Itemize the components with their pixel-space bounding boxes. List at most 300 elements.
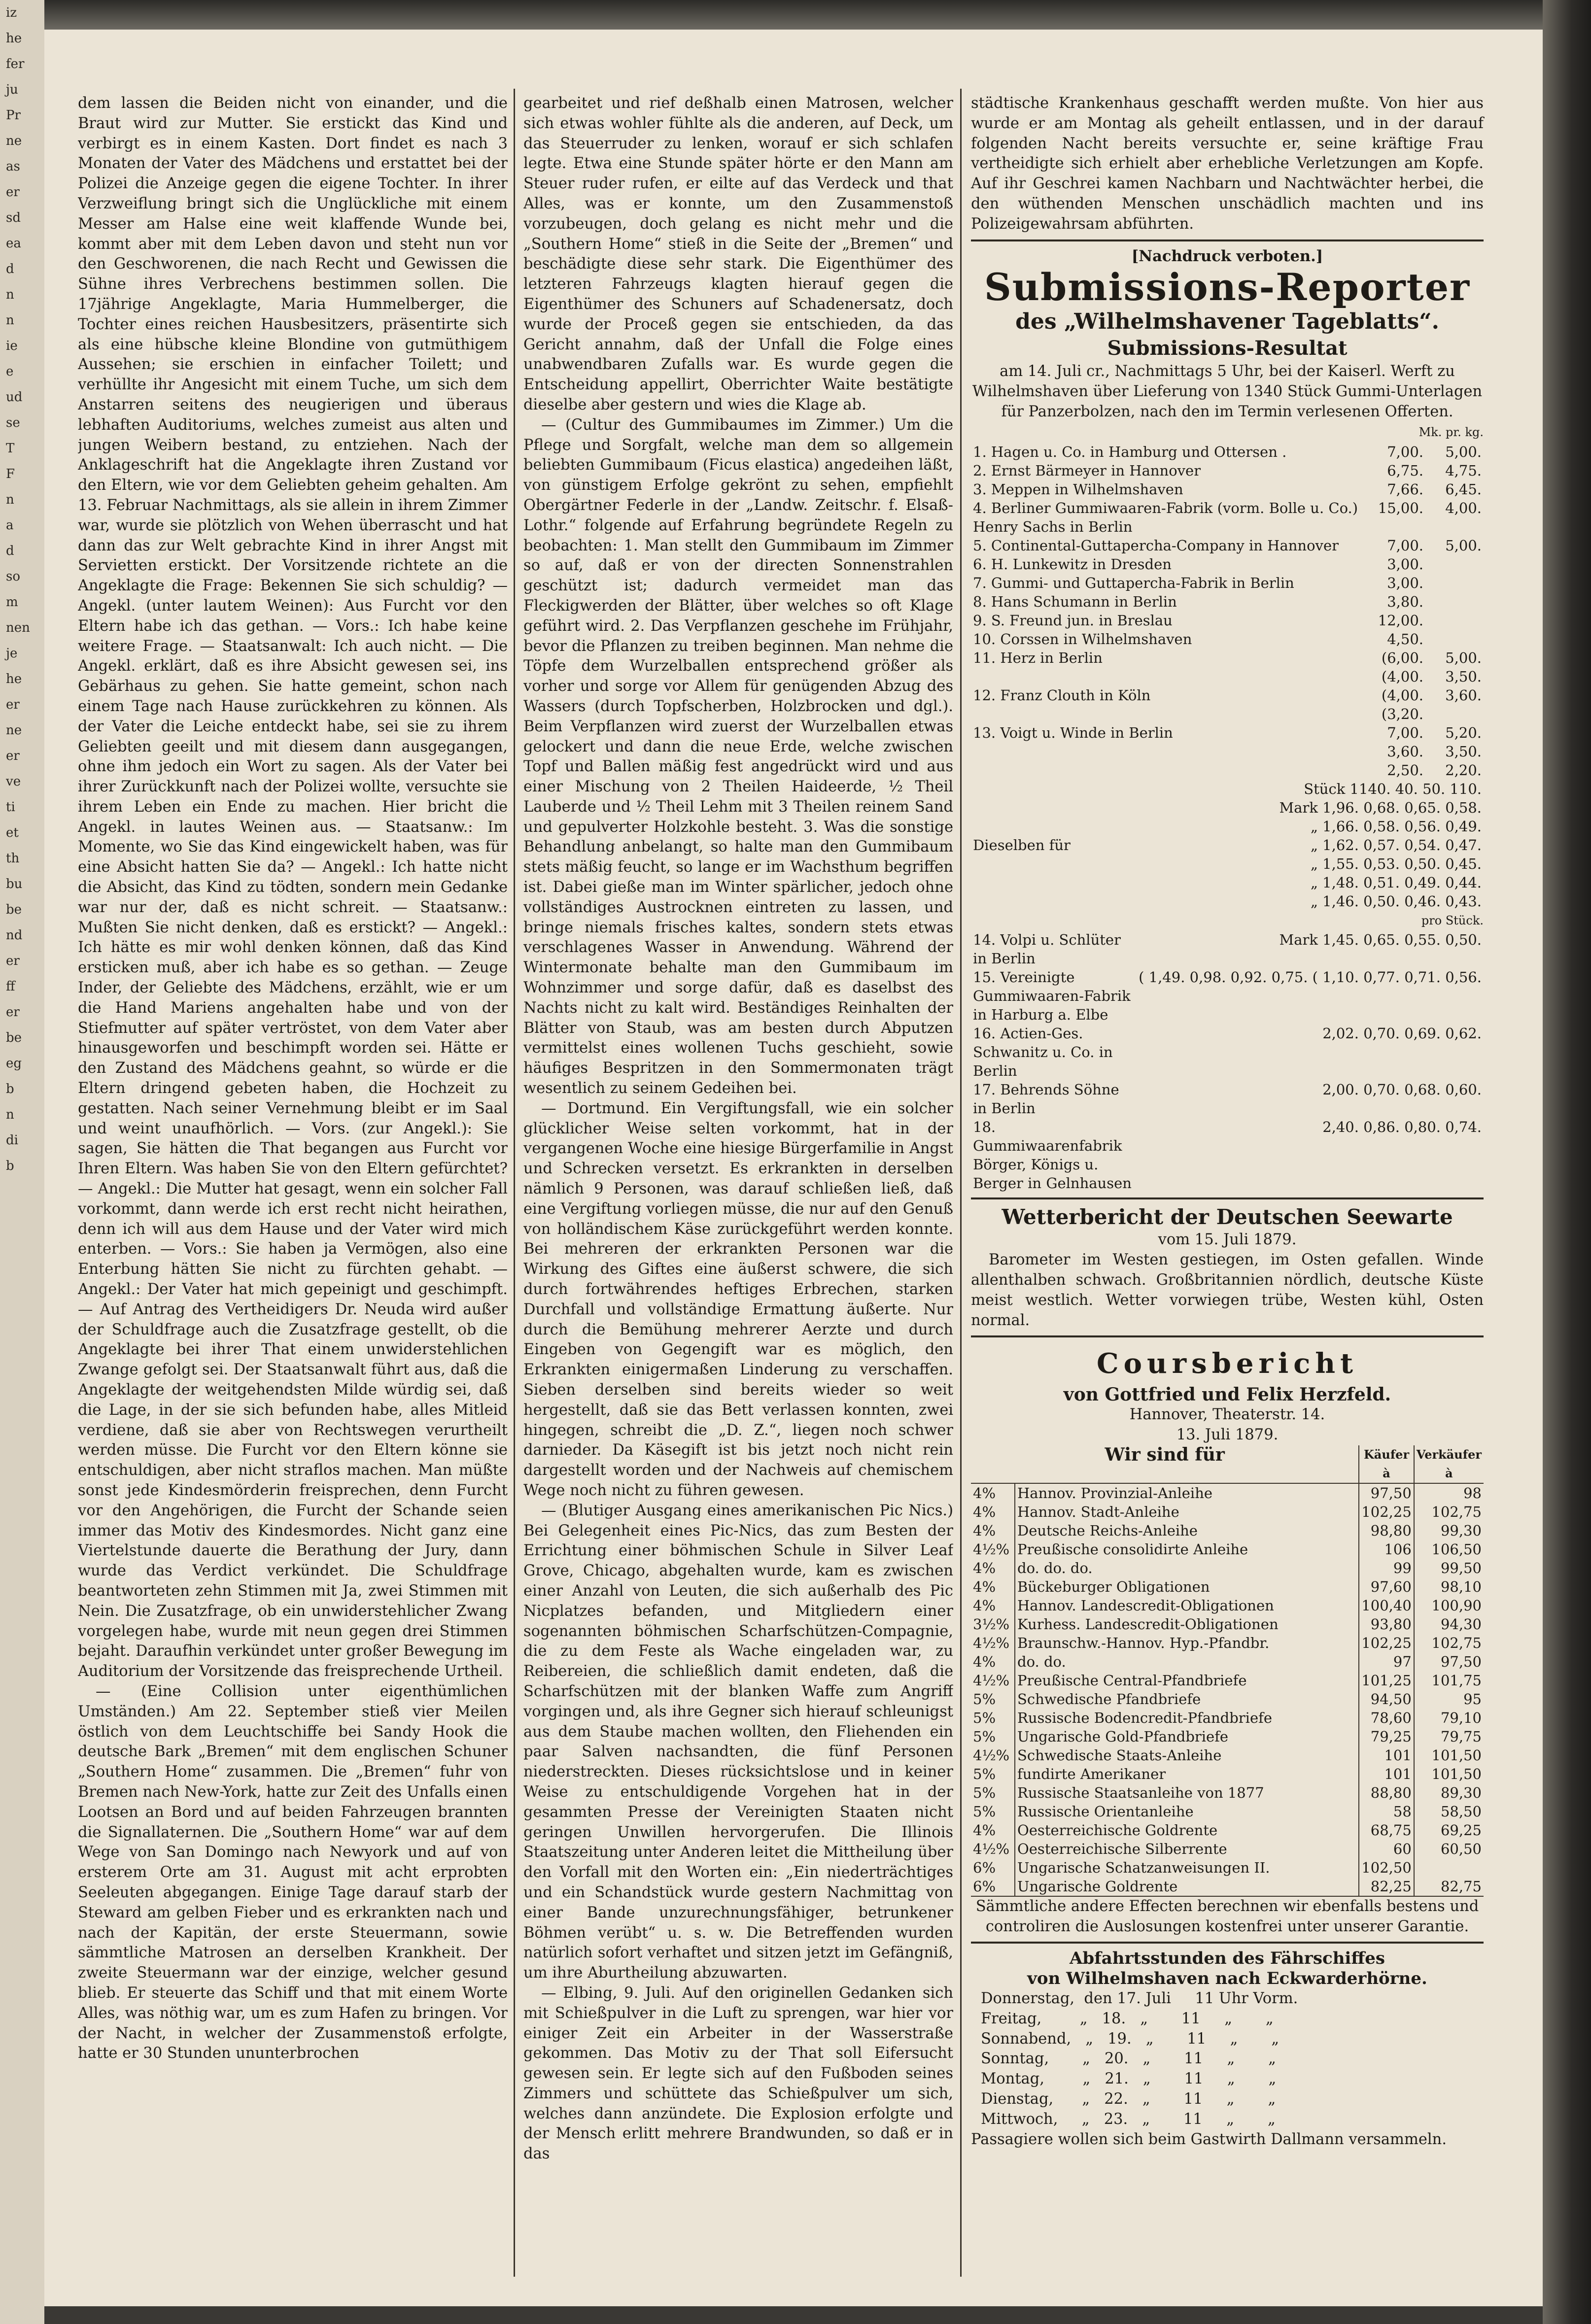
cours-name: Braunschw.-Hannov. Hyp.-Pfandbr. xyxy=(1015,1634,1359,1652)
cours-verkaeufer: Verkäufer à xyxy=(1414,1445,1484,1483)
submission-price: 7,66. xyxy=(1387,480,1423,498)
submission-name: 4. Berliner Gummiwaaren-Fabrik (vorm. Bolle u. Co.) Henry Sachs in Berlin xyxy=(973,499,1358,535)
submission-price: 7,00. xyxy=(1387,724,1423,741)
divider xyxy=(971,1335,1484,1337)
column-1 xyxy=(78,94,508,2306)
dieselben-label: Dieselben für xyxy=(973,836,1071,854)
cours-percent: 4½% xyxy=(973,1746,1010,1764)
cours-kaeufer-value: 101 xyxy=(1359,1765,1414,1783)
cours-kaeufer-value: 58 xyxy=(1359,1802,1414,1821)
article-trial: dem lassen die Beiden nicht von einander, und die Braut wird zur Mutter. Sie erstickt das Kind und verbirgt es in einem Kasten. Dort findet es nach 3 Monaten der Vater des Mädchens und erstattet bei der Polizei die Anzeige gegen die eigene Tochter. In ihrer Verzweiflung bringt sich die Unglückliche mit einem Messer am Halse eine weit klaffende Wunde bei, kommt aber mit dem Leben davon und steht nun vor den Geschworenen, die nach Recht und Gewissen die Sühne ihres Verbrechens bestimmen sollen. Die 17jährige Angeklagte, Maria Hummelberger, die Tochter eines reichen Hausbesitzers, präsentirte sich als eine hübsche kleine Blondine von gutmüthigem Aussehen; sie erschien in einfacher Toilett; und verhüllte ihr Angesicht mit einem Tuche, um sich dem Anstarren seitens des neugierigen und überaus lebhaften Auditoriums, welches zumeist aus alten und jungen Weibern bestand, zu entziehen. Nach der Anklageschrift hat die Angeklagte ihren Zustand vor den Eltern, wie vor dem Geliebten geheim gehalten. Am 13. Februar Nachmittags, als sie allein in ihrem Zimmer war, wurde sie plötzlich von Wehen überrascht und hat dann das zur Welt gebrachte Kind in ihrer Angst mit Servietten erstickt. Der Vorsitzende richtete an die Angeklagte die Frage: Bekennen Sie sich schuldig? — Angekl. (unter lautem Weinen): Aus Furcht vor den Eltern habe ich das gethan. — Vors.: Ich habe keine weitere Frage. — Staatsanwalt: Ich auch nicht. — Die Angekl. erklärt, daß es ihre Absicht gewesen sei, ins Gebärhaus zu gehen. Sie hatte gemeint, schon nach einem Tage nach Hause zurückkehren zu können. Als der Vater die Leiche entdeckt habe, sei sie zu ihrem Geliebten geeilt und mit diesem dann ausgegangen, ohne ihm jedoch ein Wort zu sagen. Als der Vater bei ihrer Zurückkunft nach der Polizei wollte, versuchte sie ihrem Leben ein Ende zu machen. Hier bricht die Angekl. in lautes Weinen aus. — Staatsanw.: Im Momente, wo Sie das Kind eingewickelt haben, was für eine Absicht hatten Sie da? — Angekl.: Ich hatte nicht die Absicht, das Kind zu tödten, sondern mein Gedanke war nur der, daß es nicht schreit. — Staatsanw.: Mußten Sie nicht denken, daß es erstickt? — Angekl.: Ich hätte es mir wohl denken können, daß das Kind ersticken muß, aber ich habe es so gethan. — Zeuge Inder, der Geliebte des Mädchens, erzählt, wie er um die Hand Mariens angehalten habe und von der Stiefmutter auf später vertröstet, von dem Vater aber hinausgeworfen und beschimpft worden sei. Hätte er den Zustand des Mädchens geahnt, so würde er die Eltern dringend gebeten haben, die Hochzeit zu gestatten. Nach seiner Vernehmung bleibt er im Saal und weint unaufhörlich. — Vors. (zur Angekl.): Sie sagen, Sie hätten die That begangen aus Furcht vor Ihren Eltern. Was haben Sie von den Eltern gefürchtet? — Angekl.: Die Mutter hat gesagt, wenn ein solcher Fall vorkommt, dann werde ich erst recht nicht heirathen, denn ich will aus dem Hause und der Vater wird mich enterben. — Vors.: Sie haben ja Vermögen, also eine Enterbung hätten Sie nicht zu fürchten gehabt. — Angekl.: Der Vater hat mich gepeinigt und geschimpft. — Auf Antrag des Vertheidigers Dr. Neuda wird außer der Schuldfrage auch die Zusatzfrage gestellt, ob die Angeklagte bei ihrer That einem unwiderstehlichen Zwange gefolgt sei. Der Staatsanwalt führt aus, daß die Angeklagte der weitgehendsten Milde würdig sei, daß die Lage, in der sie sich befunden habe, alles Mitleid verdiene, daß sie aber von Rechtswegen verurtheilt werden müsse. Die Furcht vor den Eltern könne sie entschuldigen, aber nicht straflos machen. Man müßte sonst jede Kindesmörderin freisprechen, denn Furcht vor den Angehörigen, die Furcht der Schande seien immer das Motiv des Kindesmordes. Nicht ganz eine Viertelstunde dauerte die Berathung der Jury, dann wurde das Verdict verkündet. Die Schuldfrage beantworteten zehn Stimmen mit Ja, zwei Stimmen mit Nein. Die Zusatzfrage, ob ein unwiderstehlicher Zwang vorgelegen habe, wurde mit neun gegen drei Stimmen bejaht. Daraufhin verkündet unter großer Bewegung im Auditorium der Vorsitzende das freisprechende Urtheil. xyxy=(78,95,508,1680)
cours-kaeufer-value: 101 xyxy=(1359,1746,1414,1765)
cours-name: Hannov. Provinzial-Anleihe xyxy=(1015,1483,1359,1503)
left-strip-fragment: he xyxy=(6,31,22,46)
left-strip-fragment: d xyxy=(6,544,14,558)
submission-price xyxy=(1425,574,1484,592)
abfahrt-row: Freitag, „ 18. „ 11 „ „ xyxy=(981,2010,1274,2027)
left-strip-fragment: ju xyxy=(6,82,18,97)
submission-price: (4,00. xyxy=(1381,686,1423,704)
dieselben-row: „ 1,48. 0,51. 0,49. 0,44. xyxy=(1310,874,1482,891)
cours-row xyxy=(971,1540,1484,1559)
submission-name xyxy=(971,761,1367,780)
submission-row xyxy=(971,480,1484,499)
submission-row xyxy=(971,499,1484,536)
abfahrt-title-1: Abfahrtsstunden des Fährschiffes xyxy=(1069,1948,1385,1969)
submissions-des: des „Wilhelmshavener Tageblatts“. xyxy=(1015,309,1439,335)
cours-verkaeufer-value: 95 xyxy=(1414,1690,1484,1709)
cours-row xyxy=(971,1615,1484,1634)
left-strip-fragment: n xyxy=(6,287,14,302)
cours-name: Preußische Central-Pfandbriefe xyxy=(1015,1671,1359,1690)
left-strip-fragment: ie xyxy=(6,339,18,353)
left-strip-fragment: ff xyxy=(6,979,15,994)
cours-row xyxy=(971,1746,1484,1765)
submission-name: 3. Meppen in Wilhelmshaven xyxy=(973,480,1183,498)
cours-name: fundirte Amerikaner xyxy=(1015,1765,1359,1783)
submission-row xyxy=(971,742,1484,761)
cours-kaeufer-value: 97,50 xyxy=(1359,1483,1414,1503)
cours-row xyxy=(971,1840,1484,1858)
newspaper-page xyxy=(44,30,1543,2306)
divider xyxy=(971,1942,1484,1944)
submission-price: 2,50. xyxy=(1387,761,1423,779)
article-picnic: — (Blutiger Ausgang eines amerikanischen Pic Nics.) Bei Gelegenheit eines Pic-Nics, das zum Besten der Errichtung einer böhmischen Schule in Silver Leaf Grove, Chicago, abgehalten wurde, kam es zwischen einer Anzahl von Leuten, die sich außerhalb des Pic Nicplatzes befanden, und Mitgliedern einer sogenannten böhmischen Scharfschützen-Compagnie, die zu dem Feste als Wache eingeladen war, zu Reibereien, die schließlich damit endeten, daß die Scharfschützen mit der blanken Waffe zum Angriff vorgingen und, als ihre Gegner sich hierauf schleunigst aus dem Staube machen wollten, den Fliehenden ein paar Salven nachsandten, die fünf Personen niederstreckten. Dieses rücksichtslose und in keiner Weise zu entschuldigende Vorgehen hat in der gesammten Presse der Vereinigten Staaten nicht geringen Unwillen hervorgerufen. Die Illinois Staatszeitung unter Anderen leitet die Mittheilung über den Vorfall mit den Worten ein: „Ein niederträchtiges und ein Schandstück wurde gestern Nachmittag von einer Bande unzurechnungsfähiger, betrunkener Böhmen verübt“ u. s. w. Die Betreffenden wurden natürlich sofort verhaftet und sitzen jetzt im Gefängniß, um ihre Aburtheilung abzuwarten. xyxy=(523,1502,953,1982)
cours-percent: 4½% xyxy=(973,1634,1010,1651)
column-rule xyxy=(960,89,962,2277)
cours-row xyxy=(971,1634,1484,1652)
cours-row xyxy=(971,1521,1484,1540)
cours-kaeufer-value: 97,60 xyxy=(1359,1577,1414,1596)
submission-prices: 2,00. 0,70. 0,68. 0,60. xyxy=(1322,1081,1482,1098)
submission-row xyxy=(971,611,1484,630)
submission-price: 5,00. xyxy=(1445,649,1482,666)
cours-name: Russische Orientanleihe xyxy=(1015,1802,1359,1821)
left-strip-fragment: eg xyxy=(6,1056,22,1071)
left-strip-fragment: nd xyxy=(6,928,23,943)
submission-price: 3,60. xyxy=(1445,686,1482,704)
submission-row xyxy=(971,1118,1484,1193)
book-edge xyxy=(1543,0,1591,2324)
submission-name: 5. Continental-Guttapercha-Company in Hannover xyxy=(973,537,1339,554)
abfahrt-rows xyxy=(971,1989,1484,2130)
submission-price xyxy=(1425,611,1484,630)
cours-kaeufer-value: 99 xyxy=(1359,1559,1414,1577)
submission-name: 18. Gummiwaarenfabrik Börger, Königs u. Berger in Gelnhausen xyxy=(973,1119,1132,1192)
submission-row xyxy=(971,592,1484,611)
cours-name: Ungarische Schatzanweisungen II. xyxy=(1015,1858,1359,1877)
left-strip-fragment: so xyxy=(6,569,20,584)
column-3 xyxy=(971,94,1484,2150)
left-strip-fragment: ne xyxy=(6,134,22,148)
cours-percent: 4% xyxy=(973,1821,996,1839)
cours-percent: 6% xyxy=(973,1859,996,1876)
wetter-date: vom 15. Juli 1879. xyxy=(1158,1231,1297,1249)
article-elbing-end: städtische Krankenhaus geschafft werden mußte. Von hier aus wurde er am Montag als geheilt entlassen, und in der darauf folgenden Nacht bereits versuchte er, seine kräftige Frau vertheidigte sich erhielt aber erhebliche Verletzungen am Kopfe. Auf ihr Geschrei kamen Nachbarn und Nachtwächter herbei, die den wüthenden Menschen unschädlich machten und ins Polizeigewahrsam abführten. xyxy=(971,95,1484,233)
left-strip-fragment: th xyxy=(6,851,20,866)
submission-prices: 2,02. 0,70. 0,69. 0,62. xyxy=(1322,1025,1482,1042)
cours-name: Russische Staatsanleihe von 1877 xyxy=(1015,1783,1359,1802)
cours-name: do. do. xyxy=(1015,1652,1359,1671)
cours-verkaeufer-value: 101,75 xyxy=(1414,1671,1484,1690)
left-strip-fragment: ti xyxy=(6,800,15,815)
cours-kaeufer-value: 60 xyxy=(1359,1840,1414,1858)
cours-name: Oesterreichische Goldrente xyxy=(1015,1821,1359,1840)
cours-footer: Sämmtliche andere Effecten berechnen wir ebenfalls bestens und controliren die Auslosungen kostenfrei unter unserer Garantie. xyxy=(975,1897,1479,1935)
cours-verkaeufer-value: 94,30 xyxy=(1414,1615,1484,1634)
cours-row xyxy=(971,1483,1484,1503)
dieselben-row: „ 1,55. 0,53. 0,50. 0,45. xyxy=(1310,855,1482,872)
cours-verkaeufer-value: 99,50 xyxy=(1414,1559,1484,1577)
cours-row xyxy=(971,1783,1484,1802)
cours-kaeufer-value: 94,50 xyxy=(1359,1690,1414,1709)
left-strip-fragment: e xyxy=(6,364,14,379)
cours-name: Oesterreichische Silberrente xyxy=(1015,1840,1359,1858)
left-strip-fragment: er xyxy=(6,1005,20,1020)
submission-price: 3,50. xyxy=(1445,743,1482,760)
cours-name: Kurhess. Landescredit-Obligationen xyxy=(1015,1615,1359,1634)
cours-name: Hannov. Stadt-Anleihe xyxy=(1015,1503,1359,1521)
left-strip-fragment: ve xyxy=(6,774,21,789)
cours-table xyxy=(971,1445,1484,1897)
submission-price: (3,20. xyxy=(1381,705,1423,722)
cours-percent: 6% xyxy=(971,1877,1015,1896)
abfahrt-row: Dienstag, „ 22. „ 11 „ „ xyxy=(981,2090,1276,2108)
submission-prices: Mark 1,45. 0,65. 0,55. 0,50. xyxy=(1279,931,1482,949)
submission-row xyxy=(971,649,1484,667)
submission-price: 7,00. xyxy=(1387,537,1423,554)
cours-kaeufer-value: 101,25 xyxy=(1359,1671,1414,1690)
article-collision: — (Eine Collision unter eigenthümlichen Umständen.) Am 22. September stieß vier Meilen östlich von dem Leuchtschiffe bei Sandy Hook die deutsche Bark „Bremen“ mit dem englischen Schuner „Southern Home“ zusammen. Die „Bremen“ fuhr von Bremen nach New-York, hatte zur Zeit des Unfalls einen Lootsen an Bord und auf beiden Fahrzeugen brannten die Signallaternen. Die „Southern Home“ war auf dem Wege von San Domingo nach Newyork und auf von ersterem Orte am 31. August mit acht erprobten Seeleuten abgegangen. Einige Tage darauf starb der Steward am gelben Fieber und es erkrankten nach und nach der Kapitän, der erste Steuermann, sowie sämmtliche Matrosen an derselben Krankheit. Der zweite Steuermann war der einzige, welcher gesund blieb. Er steuerte das Schiff und that mit einem Worte Alles, was nöthig war, um es zum Hafen zu bringen. Vor der Nacht, in welcher der Zusammenstoß erfolgte, hatte er 30 Stunden ununterbrochen xyxy=(78,1682,508,2062)
cours-percent: 4% xyxy=(973,1503,996,1520)
submission-price xyxy=(1425,555,1484,574)
left-strip-fragment: F xyxy=(6,467,15,481)
left-strip-fragment: Pr xyxy=(6,108,21,123)
top-shadow xyxy=(44,0,1543,30)
cours-name: Ungarische Gold-Pfandbriefe xyxy=(1015,1727,1359,1746)
cours-verkaeufer-value: 82,75 xyxy=(1414,1877,1484,1896)
left-strip-fragment: sd xyxy=(6,210,21,225)
submission-name: 2. Ernst Bärmeyer in Hannover xyxy=(973,462,1201,479)
submission-row xyxy=(971,968,1484,1024)
cours-verkaeufer-value: 60,50 xyxy=(1414,1840,1484,1858)
left-strip-fragment: di xyxy=(6,1133,18,1148)
left-strip-fragment: er xyxy=(6,697,20,712)
submission-price: (6,00. xyxy=(1381,649,1423,666)
cours-percent: 4% xyxy=(973,1578,996,1595)
submission-name: 8. Hans Schumann in Berlin xyxy=(973,593,1177,610)
cours-verkaeufer-value: 79,10 xyxy=(1414,1709,1484,1727)
submission-name: 10. Corssen in Wilhelmshaven xyxy=(973,630,1192,648)
abfahrt-row: Mittwoch, „ 23. „ 11 „ „ xyxy=(981,2110,1276,2128)
cours-percent: 5% xyxy=(973,1765,996,1782)
submission-name: 11. Herz in Berlin xyxy=(973,649,1103,666)
cours-verkaeufer-value: 102,75 xyxy=(1414,1634,1484,1652)
submission-row xyxy=(971,761,1484,780)
submission-price: 4,75. xyxy=(1445,462,1482,479)
submission-name: 16. Actien-Ges. Schwanitz u. Co. in Berlin xyxy=(973,1025,1113,1080)
left-strip-fragment: bu xyxy=(6,877,23,891)
left-strip-fragment: ud xyxy=(6,390,23,405)
submission-price: 3,50. xyxy=(1445,668,1482,685)
left-strip-fragment: er xyxy=(6,954,20,968)
cours-name: Hannov. Landescredit-Obligationen xyxy=(1015,1596,1359,1615)
cours-name: Schwedische Staats-Anleihe xyxy=(1015,1746,1359,1765)
submission-price: (4,00. xyxy=(1381,668,1423,685)
cours-verkaeufer-value: 102,75 xyxy=(1414,1503,1484,1521)
cours-row xyxy=(971,1690,1484,1709)
cours-verkaeufer-value: 58,50 xyxy=(1414,1802,1484,1821)
cours-row xyxy=(971,1671,1484,1690)
abfahrt-footer: Passagiere wollen sich beim Gastwirth Dallmann versammeln. xyxy=(971,2130,1447,2148)
cours-name: Schwedische Pfandbriefe xyxy=(1015,1690,1359,1709)
left-strip-fragment: b xyxy=(6,1159,14,1173)
cours-verkaeufer-value: 98,10 xyxy=(1414,1577,1484,1596)
cours-verkaeufer-value: 100,90 xyxy=(1414,1596,1484,1615)
cours-title: Coursbericht xyxy=(1097,1347,1358,1380)
submission-prices: ( 1,49. 0,98. 0,92. 0,75. ( 1,10. 0,77. 0,71. 0,56. xyxy=(1139,969,1482,986)
cours-percent: 4% xyxy=(973,1597,996,1614)
cours-row xyxy=(971,1596,1484,1615)
cours-verkaeufer-value: 101,50 xyxy=(1414,1746,1484,1765)
cours-kaeufer-value: 82,25 xyxy=(1359,1877,1414,1896)
cours-verkaeufer-value: 97,50 xyxy=(1414,1652,1484,1671)
submission-price xyxy=(1425,705,1484,723)
dieselben-table xyxy=(971,780,1484,911)
cours-name: Bückeburger Obligationen xyxy=(1015,1577,1359,1596)
submission-row xyxy=(971,574,1484,592)
article-dortmund: — Dortmund. Ein Vergiftungsfall, wie ein solcher glücklicher Weise selten vorkommt, hat in der vergangenen Woche eine hiesige Bürgerfamilie in Angst und Schrecken versetzt. Es erkrankten in derselben nämlich 9 Personen, was darauf schließen ließ, daß eine Vergiftung vorliegen müsse, die nur auf den Genuß von holländischem Käse zurückgeführt werden konnte. Bei mehreren der erkrankten Personen war die Wirkung des Giftes eine äußerst schwere, die sich durch fortwährendes heftiges Erbrechen, starken Durchfall und vollständige Ermattung äußerte. Nur durch die Bemühung mehrerer Aerzte und durch Eingeben von Gegengift war es möglich, den Erkrankten einigermaßen Linderung zu verschaffen. Sieben derselben sind bereits wieder so weit hergestellt, daß sie das Bett verlassen konnten, zwei hingegen, schreibt die „D. Z.“, liegen noch schwer darnieder. Da Käsegift ist bis jetzt noch nicht rein dargestellt worden und der Nachweis auf chemischem Wege noch nicht zu führen gewesen. xyxy=(523,1099,953,1499)
cours-name: Ungarische Goldrente xyxy=(1015,1877,1359,1896)
left-strip-fragment: n xyxy=(6,1107,14,1122)
cours-name: Preußische consolidirte Anleihe xyxy=(1015,1540,1359,1559)
cours-name: Deutsche Reichs-Anleihe xyxy=(1015,1521,1359,1540)
cours-verkaeufer-value: 89,30 xyxy=(1414,1783,1484,1802)
submission-row xyxy=(971,667,1484,686)
submission-price: 6,75. xyxy=(1387,462,1423,479)
cours-percent: 5% xyxy=(973,1728,996,1745)
left-strip-fragment: je xyxy=(6,646,18,661)
submission-row xyxy=(971,686,1484,705)
submission-row xyxy=(971,555,1484,574)
left-strip-fragment: er xyxy=(6,749,20,763)
cours-row xyxy=(971,1821,1484,1840)
submission-name xyxy=(971,705,1367,723)
cours-percent: 4½% xyxy=(973,1540,1010,1558)
left-strip-fragment: n xyxy=(6,313,14,328)
column-2 xyxy=(523,94,953,2306)
cours-percent: 4% xyxy=(973,1484,996,1502)
submissions-text: am 14. Juli cr., Nachmittags 5 Uhr, bei der Kaiserl. Werft zu Wilhelmshaven über Lieferung von 1340 Stück Gummi-Unterlagen für Panzerbolzen, nach den im Termin verlesenen Offerten. xyxy=(972,363,1483,420)
left-strip-fragment: et xyxy=(6,825,19,840)
left-strip-fragment: ea xyxy=(6,236,21,251)
cours-verkaeufer-value: 79,75 xyxy=(1414,1727,1484,1746)
submission-price xyxy=(1425,630,1484,649)
wetter-title: Wetterbericht der Deutschen Seewarte xyxy=(1002,1205,1453,1230)
cours-von: von Gottfried und Felix Herzfeld. xyxy=(1063,1384,1391,1405)
cours-kaeufer-value: 102,50 xyxy=(1359,1858,1414,1877)
left-strip-fragment: as xyxy=(6,159,20,174)
cours-row xyxy=(971,1727,1484,1746)
cours-row xyxy=(971,1709,1484,1727)
cours-row xyxy=(971,1577,1484,1596)
submission-price: 3,80. xyxy=(1387,593,1423,610)
cours-row xyxy=(971,1503,1484,1521)
cours-kaeufer-value: 100,40 xyxy=(1359,1596,1414,1615)
cours-row xyxy=(971,1652,1484,1671)
left-strip-fragment: se xyxy=(6,415,20,430)
abfahrt-row: Sonnabend, „ 19. „ 11 „ „ xyxy=(981,2030,1280,2048)
cours-verkaeufer-value: 101,50 xyxy=(1414,1765,1484,1783)
abfahrt-row: Donnerstag, den 17. Juli 11 Uhr Vorm. xyxy=(981,1989,1298,2007)
cours-verkaeufer-value xyxy=(1414,1858,1484,1877)
cours-percent: 4% xyxy=(973,1522,996,1539)
left-page-strip xyxy=(0,0,44,2324)
left-strip-fragment: iz xyxy=(6,5,17,20)
submission-name: 6. H. Lunkewitz in Dresden xyxy=(973,555,1172,573)
cours-verkaeufer-value: 98 xyxy=(1414,1483,1484,1503)
cours-kaeufer-value: 102,25 xyxy=(1359,1634,1414,1652)
submission-name: 14. Volpi u. Schlüter in Berlin xyxy=(973,931,1121,967)
cours-percent: 5% xyxy=(973,1709,996,1726)
cours-kaeufer-value: 88,80 xyxy=(1359,1783,1414,1802)
submission-prices: 2,40. 0,86. 0,80. 0,74. xyxy=(1322,1119,1482,1136)
submission-name: 15. Vereinigte Gummiwaaren-Fabrik in Harburg a. Elbe xyxy=(973,969,1131,1024)
cours-date: 13. Juli 1879. xyxy=(1176,1426,1279,1443)
submission-row xyxy=(971,1080,1484,1118)
left-strip-fragment: b xyxy=(6,1082,14,1096)
submission-name: 13. Voigt u. Winde in Berlin xyxy=(973,724,1173,741)
wetter-text: Barometer im Westen gestiegen, im Osten gefallen. Winde allenthalben schwach. Großbritannien nördlich, deutsche Küste meist westlich. Wetter vorwiegen trübe, Westen kühl, Osten normal. xyxy=(971,1251,1484,1329)
dieselben-head: Stück 1140. 40. 50. 110. xyxy=(1304,780,1482,797)
submission-name: 9. S. Freund jun. in Breslau xyxy=(973,612,1173,629)
left-strip-fragment: nen xyxy=(6,620,30,635)
dieselben-values xyxy=(1162,780,1484,911)
cours-kaeufer-value: 102,25 xyxy=(1359,1503,1414,1521)
cours-percent: 5% xyxy=(973,1690,996,1708)
pro-stueck: pro Stück. xyxy=(1421,913,1484,927)
submission-price: 4,00. xyxy=(1445,499,1482,516)
submission-row xyxy=(971,536,1484,555)
cours-percent: 5% xyxy=(973,1803,996,1820)
article-elbing: — Elbing, 9. Juli. Auf den originellen Gedanken sich mit Schießpulver in die Luft zu sprengen, war hier vor einiger Zeit ein Arbeiter in der Wasserstraße gekommen. Das Motiv zu der That soll Eifersucht gewesen sein. Er legte sich auf den Fußboden seines Zimmers und schüttete das Schießpulver um sich, welches dann anzündete. Die Explosion erfolgte und der Mensch erlitt mehrere Brandwunden, so daß er in das xyxy=(523,1984,953,2163)
submissions-title: Submissions-Reporter xyxy=(984,265,1471,309)
cours-verkaeufer-value: 106,50 xyxy=(1414,1540,1484,1559)
left-strip-fragment: ne xyxy=(6,723,22,738)
cours-kaeufer-value: 98,80 xyxy=(1359,1521,1414,1540)
submission-price xyxy=(1425,592,1484,611)
submission-price: 5,20. xyxy=(1445,724,1482,741)
divider xyxy=(971,239,1484,241)
submission-price: 3,60. xyxy=(1387,743,1423,760)
submission-name: 17. Behrends Söhne in Berlin xyxy=(973,1081,1119,1117)
dieselben-row: „ 1,62. 0,57. 0,54. 0,47. xyxy=(1310,836,1482,854)
abfahrt-row: Montag, „ 21. „ 11 „ „ xyxy=(981,2070,1277,2088)
submission-name xyxy=(971,742,1367,761)
divider xyxy=(971,1197,1484,1199)
left-strip-fragment: a xyxy=(6,518,14,533)
submission-row xyxy=(971,723,1484,742)
left-strip-fragment: fer xyxy=(6,57,25,71)
cours-row xyxy=(971,1877,1484,1896)
submission-price: 3,00. xyxy=(1387,555,1423,573)
submission-price: 5,00. xyxy=(1445,443,1482,460)
left-strip-fragment: be xyxy=(6,902,22,917)
cours-kaeufer: Käufer à xyxy=(1359,1445,1414,1483)
cours-kaeufer-value: 97 xyxy=(1359,1652,1414,1671)
submissions-resultat: Submissions-Resultat xyxy=(1107,337,1348,360)
cours-verkaeufer-value: 99,30 xyxy=(1414,1521,1484,1540)
cours-kaeufer-value: 79,25 xyxy=(1359,1727,1414,1746)
cours-row xyxy=(971,1858,1484,1877)
submission-row xyxy=(971,443,1484,461)
dieselben-row: Mark 1,96. 0,68. 0,65. 0,58. xyxy=(1279,799,1482,816)
nachdruck-note: [Nachdruck verboten.] xyxy=(1131,247,1323,265)
cours-addr: Hannover, Theaterstr. 14. xyxy=(1129,1406,1325,1424)
submission-row xyxy=(971,461,1484,480)
submission-row xyxy=(971,705,1484,723)
submission-row xyxy=(971,630,1484,649)
submission-price: 7,00. xyxy=(1387,443,1423,460)
article-gummibaum: — (Cultur des Gummibaumes im Zimmer.) Um die Pflege und Sorgfalt, welche man dem so allgemein beliebten Gummibaum (Ficus elastica) angedeihen läßt, von günstigem Erfolge gekrönt zu sehen, empfiehlt Obergärtner Federle in der „Landw. Zeitschr. f. Elsaß-Lothr.“ folgende auf Erfahrung begründete Regeln zu beobachten: 1. Man stellt den Gummibaum im Zimmer so auf, daß er von der directen Sonnenstrahlen geschützt ist; dadurch vermeidet man das Fleckigwerden der Blätter, über welches so oft Klage geführt wird. 2. Das Verpflanzen geschehe im Frühjahr, bevor die Pflanzen zu treiben beginnen. Man nehme die Töpfe dem Wurzelballen entsprechend größer als vorher und sorge vor Allem für genügenden Abzug des Wassers (durch Topfscherben, Holzbrocken und dgl.). Beim Verpflanzen wird zuerst der Wurzelballen etwas gelockert und dann die neue Erde, welche zwischen Topf und Ballen mäßig fest angedrückt wird und aus einer Mischung von 2 Theilen Haideerde, ½ Theil Lauberde und ½ Theil Lehm mit 3 Theilen reinem Sand und gepulverter Holzkohle besteht. 3. Was die sonstige Behandlung anbelangt, so halte man den Gummibaum stets mäßig feucht, so lange er im Wachsthum begriffen ist. Dabei gieße man im Winter spärlicher, jedoch ohne vollständiges Austrocknen eintreten zu lassen, und bringe niemals frisches kaltes, sondern stets etwas verschlagenes Wasser in Anwendung. Während der Wintermonate behalte man den Gummibaum im Wohnzimmer und sorge dafür, daß es daselbst des Nachts nicht zu kalt wird. Beständiges Reinhalten der Blätter von Staub, was am besten durch Abputzen vermittelst eines wollenen Tuchs geschieht, sowie häufiges Bespritzen in den Sommermonaten trägt wesentlich zu seinem Gedeihen bei. xyxy=(523,416,953,1097)
cours-percent: 4% xyxy=(973,1559,996,1576)
cours-name: do. do. do. xyxy=(1015,1559,1359,1577)
abfahrt-title-2: von Wilhelmshaven nach Eckwarderhörne. xyxy=(1027,1969,1427,1989)
cours-percent: 4½% xyxy=(973,1672,1010,1689)
cours-percent: 4½% xyxy=(973,1840,1010,1857)
left-strip-fragment: n xyxy=(6,492,14,507)
left-strip-fragment: m xyxy=(6,595,18,610)
submission-price: 3,00. xyxy=(1387,574,1423,591)
submission-row xyxy=(971,1024,1484,1080)
cours-percent: 4% xyxy=(973,1653,996,1670)
cours-row xyxy=(971,1559,1484,1577)
submissions-unit: Mk. pr. kg. xyxy=(1418,425,1484,439)
submissions-table xyxy=(971,443,1484,780)
submission-name: 7. Gummi- und Guttapercha-Fabrik in Berlin xyxy=(973,574,1294,591)
cours-row xyxy=(971,1765,1484,1783)
submission-row xyxy=(971,930,1484,968)
submission-price: 4,50. xyxy=(1387,630,1423,648)
cours-name: Russische Bodencredit-Pfandbriefe xyxy=(1015,1709,1359,1727)
article-collision-cont: gearbeitet und rief deßhalb einen Matrosen, welcher sich etwas wohler fühlte als die anderen, auf Deck, um das Steuerruder zu lenken, worauf er sich schlafen legte. Etwa eine Stunde später hörte er den Mann am Steuer ruder rufen, er eilte auf das Verdeck und that Alles, was er konnte, um den Zusammenstoß vorzubeugen, doch gelang es nicht mehr und die „Southern Home“ stieß in die Seite der „Bremen“ und beschädigte diese sehr stark. Die Eigenthümer des letzteren Fahrzeugs klagten hierauf gegen die Eigenthümer des Schuners auf Schadenersatz, doch wurde der Proceß gegen sie entschieden, da das Gericht annahm, daß der Unfall die Folge eines unabwendbaren Zufalls war. Es wurde gegen die Entscheidung appellirt, Oberrichter Waite bestätigte dieselbe aber gestern und wies die Klage ab. xyxy=(523,95,953,413)
left-strip-fragment: d xyxy=(6,262,14,276)
cours-kaeufer-value: 93,80 xyxy=(1359,1615,1414,1634)
cours-percent: 5% xyxy=(973,1784,996,1801)
cours-percent: 3½% xyxy=(973,1615,1010,1633)
submission-price: 12,00. xyxy=(1378,612,1423,629)
cours-kaeufer-value: 78,60 xyxy=(1359,1709,1414,1727)
abfahrt-row: Sonntag, „ 20. „ 11 „ „ xyxy=(981,2050,1276,2068)
submission-price: 5,00. xyxy=(1445,537,1482,554)
left-strip-fragment: T xyxy=(6,441,15,456)
left-strip-fragment: er xyxy=(6,185,20,200)
submission-price: 15,00. xyxy=(1378,499,1423,516)
cours-kaeufer-value: 68,75 xyxy=(1359,1821,1414,1840)
cours-row xyxy=(971,1802,1484,1821)
submissions-table-2 xyxy=(971,930,1484,1193)
column-rule xyxy=(514,89,515,2277)
cours-kaeufer-value: 106 xyxy=(1359,1540,1414,1559)
cours-head: Wir sind für xyxy=(971,1445,1359,1483)
dieselben-row: „ 1,46. 0,50. 0,46. 0,43. xyxy=(1310,892,1482,910)
left-strip-fragment: be xyxy=(6,1030,22,1045)
submission-name: 1. Hagen u. Co. in Hamburg und Ottersen . xyxy=(973,443,1287,460)
left-strip-fragment: he xyxy=(6,672,22,686)
submission-name: 12. Franz Clouth in Köln xyxy=(973,686,1151,704)
submission-price: 2,20. xyxy=(1445,761,1482,779)
submission-price: 6,45. xyxy=(1445,480,1482,498)
dieselben-row: „ 1,66. 0,58. 0,56. 0,49. xyxy=(1310,818,1482,835)
